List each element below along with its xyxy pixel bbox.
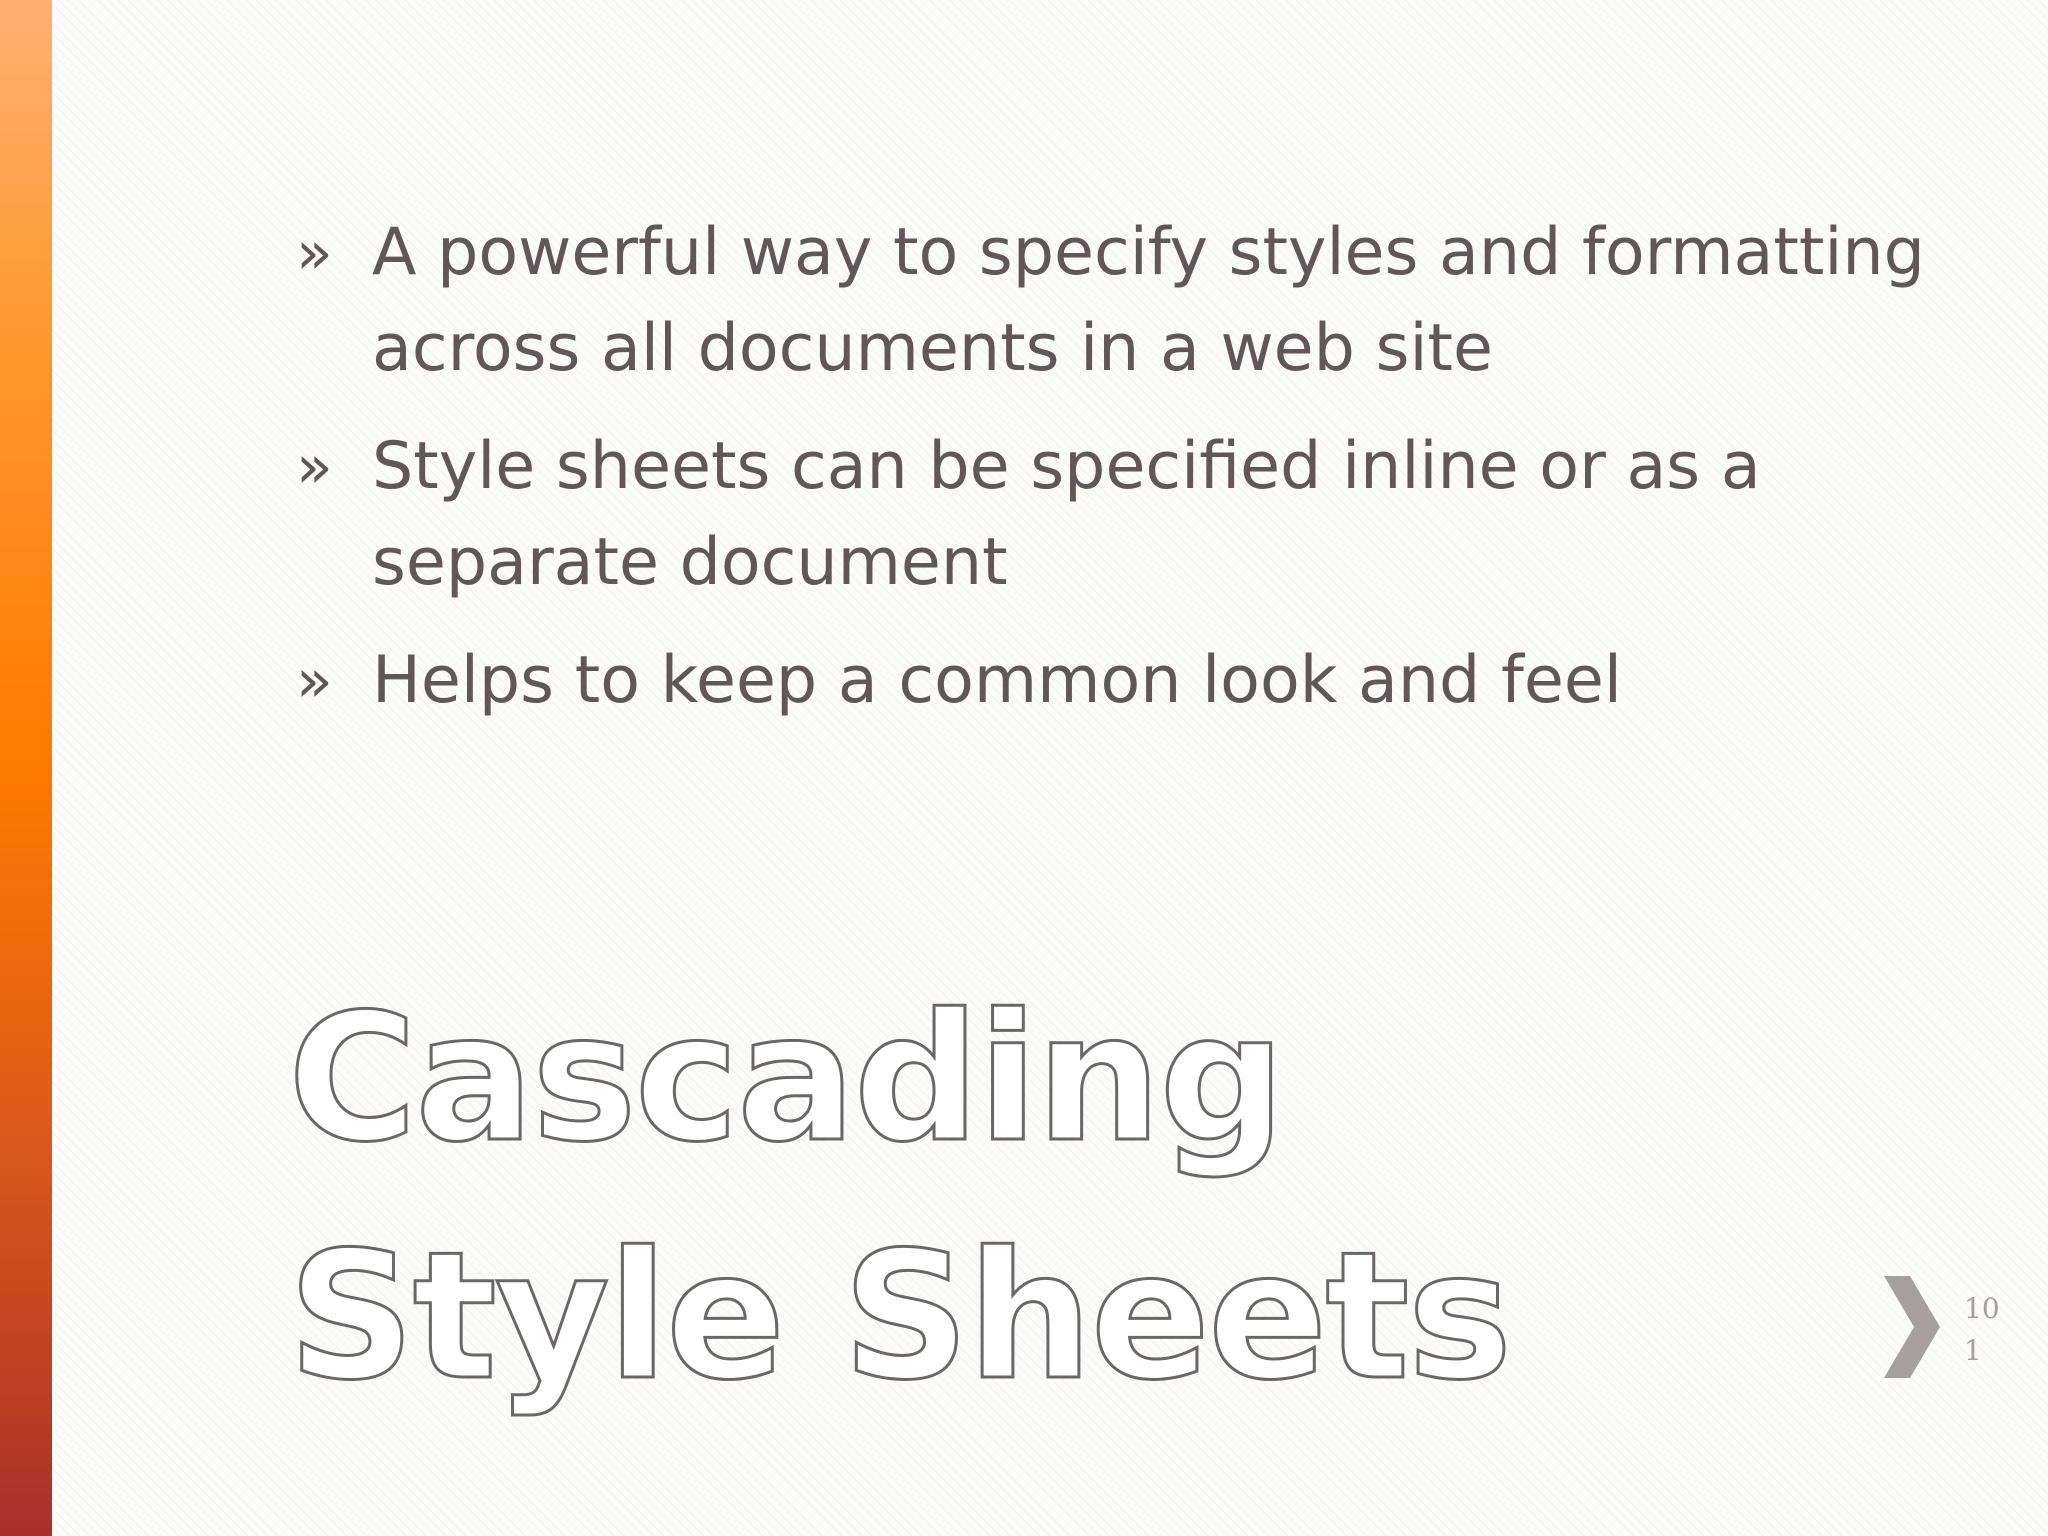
- bullet-item: [290, 205, 1990, 397]
- bullet-marker-icon: »: [296, 432, 333, 502]
- chevron-right-icon[interactable]: [1880, 1276, 1944, 1378]
- bullet-item: [290, 633, 1990, 729]
- page-number: 101: [1964, 1292, 2000, 1367]
- bullet-marker-icon: »: [296, 646, 333, 716]
- slide-title: Cascading Style Sheets: [288, 976, 1511, 1419]
- bullet-text: Style sheets can be specified inline or as a separate document: [372, 429, 1761, 600]
- accent-side-bar: [0, 0, 52, 1536]
- bullet-item: [290, 419, 1990, 611]
- bullet-marker-icon: »: [296, 218, 333, 288]
- bullet-list: [290, 205, 1990, 751]
- bullet-text: A powerful way to specify styles and formatting across all documents in a web site: [372, 215, 1925, 386]
- bullet-text: Helps to keep a common look and feel: [372, 643, 1622, 718]
